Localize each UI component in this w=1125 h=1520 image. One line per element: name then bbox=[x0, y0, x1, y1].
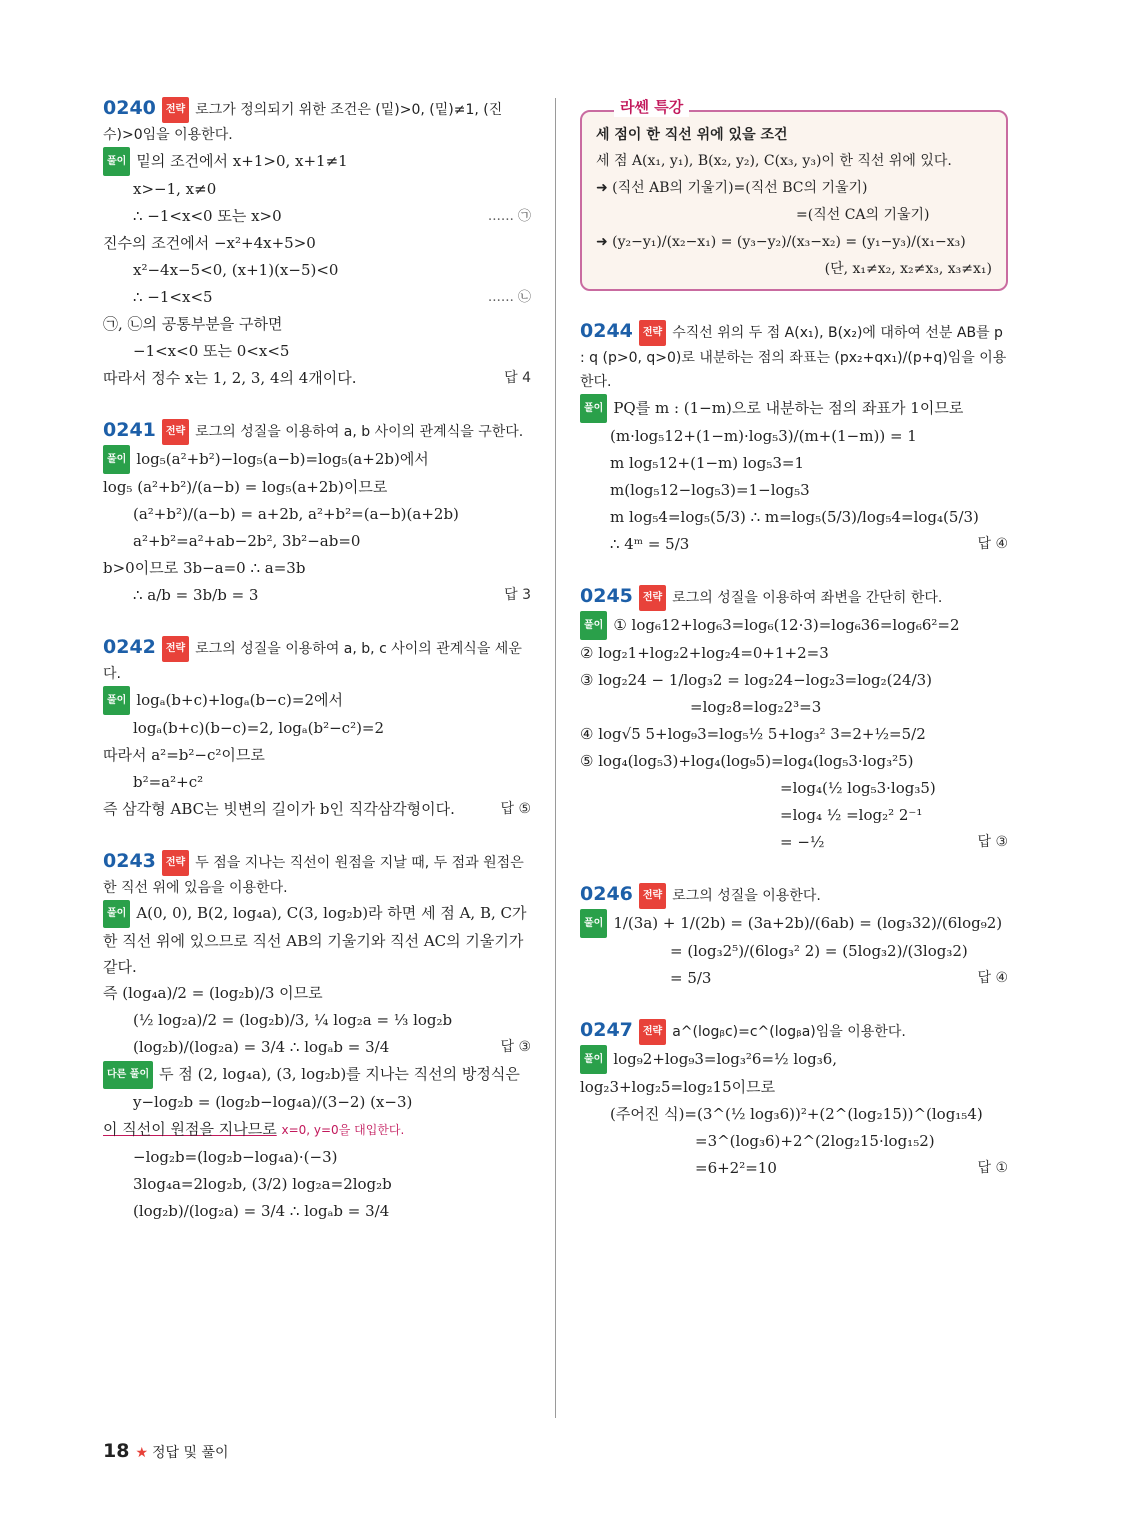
solution-line: (m·log₅12+(1−m)·log₅3)/(m+(1−m)) = 1 bbox=[610, 427, 917, 445]
solution-line: 따라서 a²=b²−c²이므로 bbox=[103, 746, 265, 764]
problem-number: 0245 bbox=[580, 585, 633, 607]
box-line: =(직선 CA의 기울기) bbox=[796, 207, 930, 223]
strategy-tag: 전략 bbox=[639, 585, 666, 611]
box-line: ➜ (y₂−y₁)/(x₂−x₁) = (y₃−y₂)/(x₃−x₂) = (y₁−y₃)/(x₁−x₃) bbox=[596, 234, 966, 250]
strategy-tag: 전략 bbox=[162, 636, 189, 662]
equation-marker: …… ㉡ bbox=[487, 290, 531, 305]
box-title: 세 점이 한 직선 위에 있을 조건 bbox=[596, 127, 788, 143]
solution-tag: 풀이 bbox=[103, 900, 130, 928]
answer-badge: 답 ③ bbox=[500, 1039, 531, 1055]
solution-line: = 5/3 bbox=[670, 969, 712, 987]
star-icon: ★ bbox=[135, 1445, 149, 1461]
solution-line: 즉 (log₄a)/2 = (log₂b)/3 이므로 bbox=[103, 984, 323, 1002]
solution-line: ∴ −1<x<5 bbox=[133, 288, 213, 306]
problem-number: 0247 bbox=[580, 1019, 633, 1041]
problem-number: 0240 bbox=[103, 97, 156, 119]
answer-badge: 답 ③ bbox=[977, 834, 1008, 850]
solution-line: ④ log√5 5+log₉3=log₅½ 5+log₃² 3=2+½=5/2 bbox=[580, 725, 926, 743]
box-line: 세 점 A(x₁, y₁), B(x₂, y₂), C(x₃, y₃)이 한 직선 위에 있다. bbox=[596, 153, 952, 169]
problem-header: 로그의 성질을 이용하여 a, b 사이의 관계식을 구한다. bbox=[195, 424, 524, 440]
solution-line: a²+b²=a²+ab−2b², 3b²−ab=0 bbox=[133, 532, 361, 550]
solution-line: =6+2²=10 bbox=[695, 1159, 777, 1177]
solution-line: −log₂b=(log₂b−log₄a)·(−3) bbox=[133, 1148, 338, 1166]
solution-tag: 풀이 bbox=[103, 686, 130, 715]
solution-line: A(0, 0), B(2, log₄a), C(3, log₂b)라 하면 세 점 A, B, C가 한 직선 위에 있으므로 직선 AB의 기울기와 직선 AC의 기울기가 같다. bbox=[103, 904, 527, 976]
answer-badge: 답 4 bbox=[504, 370, 531, 386]
answer-badge: 답 ④ bbox=[977, 536, 1008, 552]
special-lecture-box bbox=[580, 96, 1008, 291]
solution-line: (주어진 식)=(3^(½ log₃6))²+(2^(log₂15))^(log₁₅4) bbox=[610, 1105, 983, 1123]
problem-0244 bbox=[580, 319, 1008, 558]
problem-0247 bbox=[580, 1018, 1008, 1182]
problem-header: 로그의 성질을 이용하여 좌변을 간단히 한다. bbox=[672, 590, 943, 606]
problem-0240 bbox=[103, 96, 531, 392]
solution-line: m log₅12+(1−m) log₅3=1 bbox=[610, 454, 804, 472]
solution-line: ∴ 4ᵐ = 5/3 bbox=[610, 535, 690, 553]
solution-line: 진수의 조건에서 −x²+4x+5>0 bbox=[103, 234, 316, 252]
problem-number: 0243 bbox=[103, 850, 156, 872]
solution-line: =log₄ ½ =log₂² 2⁻¹ bbox=[780, 806, 923, 824]
solution-tag: 풀이 bbox=[103, 445, 130, 474]
answer-badge: 답 ① bbox=[977, 1160, 1008, 1176]
problem-header: 두 점을 지나는 직선이 원점을 지날 때, 두 점과 원점은 한 직선 위에 있음을 이용한다. bbox=[103, 855, 524, 896]
page-number: 18 bbox=[103, 1440, 130, 1462]
solution-tag: 풀이 bbox=[103, 147, 130, 176]
solution-line: logₐ(b+c)+logₐ(b−c)=2에서 bbox=[136, 691, 343, 709]
solution-line: y−log₂b = (log₂b−log₄a)/(3−2) (x−3) bbox=[133, 1093, 413, 1111]
solution-line: logₐ(b+c)(b−c)=2, logₐ(b²−c²)=2 bbox=[133, 719, 385, 737]
solution-line: ⑤ log₄(log₅3)+log₄(log₉5)=log₄(log₅3·log₃²5) bbox=[580, 752, 914, 770]
answer-badge: 답 ④ bbox=[977, 970, 1008, 986]
problem-number: 0244 bbox=[580, 320, 633, 342]
solution-line: m log₅4=log₅(5/3) ∴ m=log₅(5/3)/log₅4=log₄(5/3) bbox=[610, 508, 979, 526]
box-line: ➜ (직선 AB의 기울기)=(직선 BC의 기울기) bbox=[596, 180, 868, 196]
left-column bbox=[103, 96, 531, 1251]
problem-0243 bbox=[103, 849, 531, 1225]
solution-line: log₅ (a²+b²)/(a−b) = log₅(a+2b)이므로 bbox=[103, 478, 388, 496]
answer-badge: 답 ⑤ bbox=[500, 801, 531, 817]
problem-0245 bbox=[580, 584, 1008, 856]
solution-line: 3log₄a=2log₂b, (3/2) log₂a=2log₂b bbox=[133, 1175, 392, 1193]
box-line: (단, x₁≠x₂, x₂≠x₃, x₃≠x₁) bbox=[824, 261, 992, 277]
annotation-note: x=0, y=0을 대입한다. bbox=[281, 1123, 405, 1137]
solution-tag: 풀이 bbox=[580, 394, 607, 423]
alt-solution-tag: 다른 풀이 bbox=[103, 1061, 153, 1089]
solution-line: log₅(a²+b²)−log₅(a−b)=log₅(a+2b)에서 bbox=[136, 450, 429, 468]
solution-line: 두 점 (2, log₄a), (3, log₂b)를 지나는 직선의 방정식은 bbox=[159, 1065, 520, 1083]
problem-number: 0242 bbox=[103, 636, 156, 658]
solution-line: log₂3+log₂5=log₂15이므로 bbox=[580, 1078, 776, 1096]
solution-line: (½ log₂a)/2 = (log₂b)/3, ¼ log₂a = ⅓ log₂b bbox=[133, 1011, 453, 1029]
problem-0242 bbox=[103, 635, 531, 823]
solution-line: 이 직선이 원점을 지나므로 bbox=[103, 1120, 277, 1138]
solution-tag: 풀이 bbox=[580, 611, 607, 640]
solution-line: log₉2+log₉3=log₃²6=½ log₃6, bbox=[613, 1050, 838, 1068]
solution-line: (log₂b)/(log₂a) = 3/4 ∴ logₐb = 3/4 bbox=[133, 1202, 390, 1220]
right-column bbox=[580, 96, 1008, 1208]
solution-line: PQ를 m : (1−m)으로 내분하는 점의 좌표가 1이므로 bbox=[613, 399, 964, 417]
solution-line: = (log₃2⁵)/(6log₃² 2) = (5log₃2)/(3log₃2) bbox=[670, 942, 968, 960]
strategy-tag: 전략 bbox=[639, 1019, 666, 1045]
answer-badge: 답 3 bbox=[504, 587, 531, 603]
problem-number: 0246 bbox=[580, 883, 633, 905]
problem-0241 bbox=[103, 418, 531, 609]
problem-0246 bbox=[580, 882, 1008, 992]
box-label: 라쎈 특강 bbox=[614, 96, 689, 117]
equation-marker: …… ㉠ bbox=[487, 209, 531, 224]
strategy-tag: 전략 bbox=[162, 97, 189, 123]
solution-line: ① log₆12+log₆3=log₆(12·3)=log₆36=log₆6²=2 bbox=[613, 616, 960, 634]
solution-line: ② log₂1+log₂2+log₂4=0+1+2=3 bbox=[580, 644, 829, 662]
solution-tag: 풀이 bbox=[580, 909, 607, 938]
problem-header: a^(logᵦc)=c^(logᵦa)임을 이용한다. bbox=[672, 1024, 906, 1040]
strategy-tag: 전략 bbox=[639, 320, 666, 346]
strategy-tag: 전략 bbox=[162, 850, 189, 876]
solution-line: =log₂8=log₂2³=3 bbox=[690, 698, 822, 716]
solution-line: (log₂b)/(log₂a) = 3/4 ∴ logₐb = 3/4 bbox=[133, 1038, 390, 1056]
strategy-tag: 전략 bbox=[162, 419, 189, 445]
solution-line: 따라서 정수 x는 1, 2, 3, 4의 4개이다. bbox=[103, 369, 357, 387]
solution-line: ㉠, ㉡의 공통부분을 구하면 bbox=[103, 315, 283, 333]
problem-header: 수직선 위의 두 점 A(x₁), B(x₂)에 대하여 선분 AB를 p : q (p>0, q>0)로 내분하는 점의 좌표는 (px₂+qx₁)/(p+q)임을 이용한다. bbox=[580, 325, 1007, 390]
problem-number: 0241 bbox=[103, 419, 156, 441]
solution-line: m(log₅12−log₅3)=1−log₅3 bbox=[610, 481, 810, 499]
column-divider bbox=[555, 98, 556, 1418]
strategy-tag: 전략 bbox=[639, 883, 666, 909]
page-footer bbox=[103, 1440, 229, 1462]
solution-line: ③ log₂24 − 1/log₃2 = log₂24−log₂3=log₂(24/3) bbox=[580, 671, 933, 689]
solution-line: x>−1, x≠0 bbox=[133, 180, 217, 198]
problem-header: 로그의 성질을 이용하여 a, b, c 사이의 관계식을 세운다. bbox=[103, 641, 522, 682]
solution-line: −1<x<0 또는 0<x<5 bbox=[133, 342, 290, 360]
solution-line: 즉 삼각형 ABC는 빗변의 길이가 b인 직각삼각형이다. bbox=[103, 800, 455, 818]
solution-line: 1/(3a) + 1/(2b) = (3a+2b)/(6ab) = (log₃32)/(6log₉2) bbox=[613, 914, 1003, 932]
footer-label: 정답 및 풀이 bbox=[152, 1445, 229, 1461]
problem-header: 로그가 정의되기 위한 조건은 (밑)>0, (밑)≠1, (진수)>0임을 이용한다. bbox=[103, 102, 503, 143]
solution-line: = −½ bbox=[780, 833, 825, 851]
solution-line: =3^(log₃6)+2^(2log₂15·log₁₅2) bbox=[695, 1132, 935, 1150]
solution-line: =log₄(½ log₅3·log₃5) bbox=[780, 779, 936, 797]
solution-line: x²−4x−5<0, (x+1)(x−5)<0 bbox=[133, 261, 339, 279]
solution-tag: 풀이 bbox=[580, 1045, 607, 1074]
solution-line: ∴ a/b = 3b/b = 3 bbox=[133, 586, 259, 604]
solution-line: 밑의 조건에서 x+1>0, x+1≠1 bbox=[136, 152, 348, 170]
problem-header: 로그의 성질을 이용한다. bbox=[672, 888, 821, 904]
solution-line: b>0이므로 3b−a=0 ∴ a=3b bbox=[103, 559, 306, 577]
solution-line: (a²+b²)/(a−b) = a+2b, a²+b²=(a−b)(a+2b) bbox=[133, 505, 459, 523]
solution-line: ∴ −1<x<0 또는 x>0 bbox=[133, 207, 282, 225]
solution-line: b²=a²+c² bbox=[133, 773, 204, 791]
